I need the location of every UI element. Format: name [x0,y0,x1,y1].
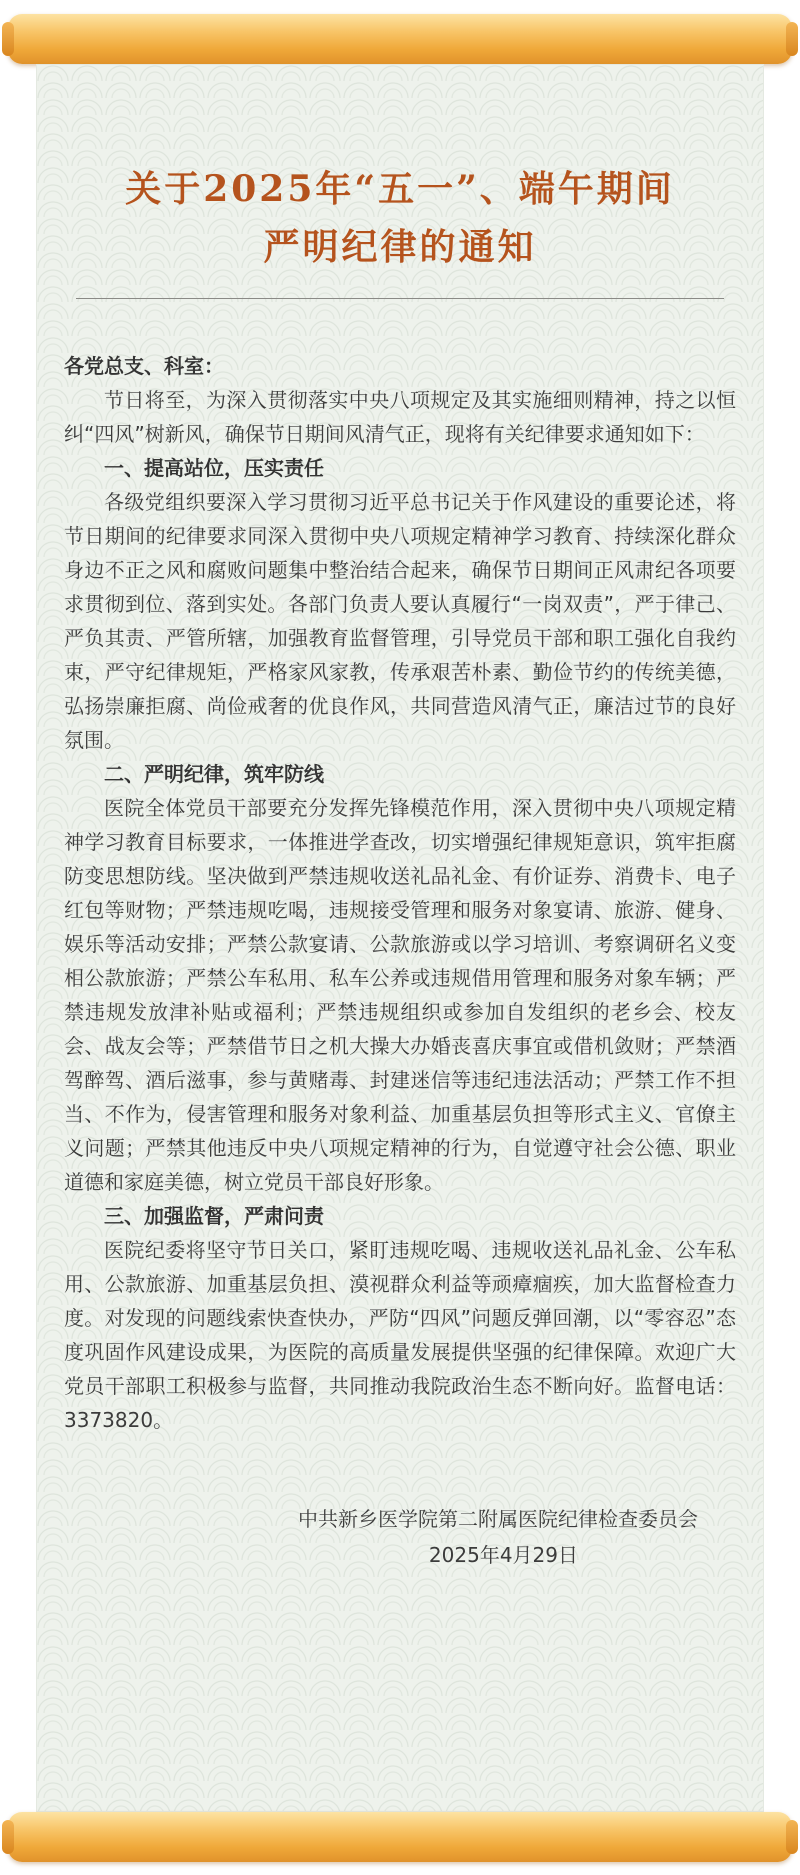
signature-date: 2025年4月29日 [428,1543,578,1567]
title-divider [76,298,724,299]
title-line-1: 关于2025年“五一”、端午期间 [125,168,675,210]
title-line-2: 严明纪律的通知 [263,226,537,268]
notice-title [64,160,736,276]
section-1-heading: 一、提高站位，压实责任 [104,456,324,480]
signature-block [64,1501,736,1573]
top-scroll-roller [8,14,792,64]
section-1-body: 各级党组织要深入学习贯彻习近平总书记关于作风建设的重要论述，将节日期间的纪律要求同深入贯彻中央八项规定精神学习教育、持续深化群众身边不正之风和腐败问题集中整治结合起来，确保节日期间正风肃纪各项要求贯彻到位、落到实处。各部门负责人要认真履行“一岗双责”，严于律己、严负其责、严管所辖，加强教育监督管理，引导党员干部和职工强化自我约束，严守纪律规矩，严格家风家教，传承艰苦朴素、勤俭节约的传统美德，弘扬崇廉拒腐、尚俭戒奢的优良作风，共同营造风清气正，廉洁过节的良好氛围。 [64,490,736,752]
scroll-paper [36,64,764,1812]
section-3-heading: 三、加强监督，严肃问责 [104,1204,324,1228]
notice-content [64,160,736,1573]
section-3-body: 医院纪委将坚守节日关口，紧盯违规吃喝、违规收送礼品礼金、公车私用、公款旅游、加重基层负担、漠视群众利益等顽瘴痼疾，加大监督检查力度。对发现的问题线索快查快办，严防“四风”问题反弹回潮，以“零容忍”态度巩固作风建设成果，为医院的高质量发展提供坚强的纪律保障。欢迎广大党员干部职工积极参与监督，共同推动我院政治生态不断向好。监督电话：3373820。 [64,1238,736,1432]
bottom-scroll-roller [8,1812,792,1862]
salutation: 各党总支、科室： [64,354,224,378]
section-2-body: 医院全体党员干部要充分发挥先锋模范作用，深入贯彻中央八项规定精神学习教育目标要求，一体推进学查改，切实增强纪律规矩意识，筑牢拒腐防变思想防线。坚决做到严禁违规收送礼品礼金、有价证券、消费卡、电子红包等财物；严禁违规吃喝，违规接受管理和服务对象宴请、旅游、健身、娱乐等活动安排；严禁公款宴请、公款旅游或以学习培训、考察调研名义变相公款旅游；严禁公车私用、私车公养或违规借用管理和服务对象车辆；严禁违规发放津补贴或福利；严禁违规组织或参加自发组织的老乡会、校友会、战友会等；严禁借节日之机大操大办婚丧喜庆事宜或借机敛财；严禁酒驾醉驾、酒后滋事，参与黄赌毒、封建迷信等违纪违法活动；严禁工作不担当、不作为，侵害管理和服务对象利益、加重基层负担等形式主义、官僚主义问题；严禁其他违反中央八项规定精神的行为，自觉遵守社会公德、职业道德和家庭美德，树立党员干部良好形象。 [64,796,736,1194]
signature-organization: 中共新乡医学院第二附属医院纪律检查委员会 [298,1507,698,1531]
section-2-heading: 二、严明纪律，筑牢防线 [104,762,324,786]
intro-paragraph: 节日将至，为深入贯彻落实中央八项规定及其实施细则精神，持之以恒纠“四风”树新风，确保节日期间风清气正，现将有关纪律要求通知如下： [64,388,736,446]
